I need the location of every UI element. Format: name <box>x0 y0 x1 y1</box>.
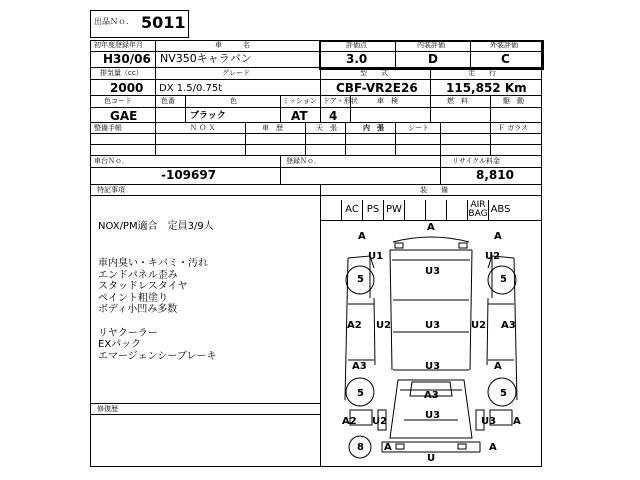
damage-mark-rear-left-wheel: 5 <box>357 388 364 399</box>
remarks-line: 車内臭い・キバミ・汚れ <box>98 258 208 269</box>
damage-mark-rear-bumper-right: A <box>489 442 497 453</box>
damage-mark-roof: U3 <box>425 320 441 331</box>
mileage-value: 115,852 Km <box>446 81 527 95</box>
mileage-label: 走 行 <box>468 69 496 77</box>
damage-mark-right-door-panel: U2 <box>471 320 487 331</box>
seat-label: シート <box>408 124 429 132</box>
damage-mark-right-front-door: A3 <box>501 320 516 331</box>
score-label: 評価点 <box>346 41 367 49</box>
interior-score-value: D <box>428 52 438 66</box>
equipment-cell <box>404 200 425 220</box>
color-number-label: 色番 <box>161 97 175 105</box>
remarks-line: ボディ小凹み多数 <box>98 304 178 316</box>
equipment-cell: AIR BAG <box>468 200 488 219</box>
chassis-number-label: 車台Ｎｏ． <box>94 157 129 165</box>
exterior-score-label: 外装評価 <box>490 41 518 49</box>
damage-mark-right-rear-side: A <box>494 361 502 372</box>
mission-label: ミッション <box>282 97 317 105</box>
equipment-cell: PW <box>383 200 404 220</box>
damage-mark-front-left: A <box>358 231 366 242</box>
remarks-line: エンドパネル歪み <box>98 269 178 281</box>
color-code-label: 色コード <box>104 97 132 105</box>
equipment-cell <box>425 200 446 220</box>
damage-mark-left-front-fender: U1 <box>368 251 384 262</box>
model-value: CBF-VR2E26 <box>336 81 418 95</box>
equipment-cell: ABS <box>488 200 512 220</box>
vehicle-history-label: 車 歴 <box>262 124 283 132</box>
lot-number-label: 出品Ｎｏ． <box>94 17 134 26</box>
damage-mark-spare-tire: 8 <box>357 442 364 453</box>
damage-mark-back-door: U3 <box>425 410 441 421</box>
damage-mark-front-center: A <box>427 222 435 233</box>
grade-label: グレード <box>222 69 250 77</box>
recycle-fee-value: 8,810 <box>476 168 514 182</box>
equipment-cell <box>446 200 467 220</box>
damage-mark-front-left-wheel: 5 <box>357 274 364 285</box>
front-glass-label: Ｆ ガラス <box>498 124 529 132</box>
door-shape-label: ドア・形状 <box>323 97 358 105</box>
lot-number: 5011 <box>141 13 186 32</box>
remarks-line: リヤクーラー <box>98 327 158 339</box>
displacement-value: 2000 <box>110 81 144 95</box>
nox-label: Ｎ Ｏ Ｘ <box>190 124 216 132</box>
diagram-marks <box>320 220 542 466</box>
remarks-label: 特記事項 <box>97 186 125 194</box>
damage-mark-front-right-wheel: 5 <box>500 274 507 285</box>
remarks-line: ペイント粗塗り <box>98 292 168 304</box>
roof-lining-label: 天 張 <box>316 124 337 132</box>
damage-mark-rear-glass: A3 <box>424 390 439 401</box>
drive-label: 駆 動 <box>503 97 524 105</box>
equipment-label: 装 備 <box>420 186 448 194</box>
damage-mark-front-right: A <box>494 231 502 242</box>
damage-mark-rear-right-wheel: 5 <box>500 388 507 399</box>
mission-value: AT <box>291 109 308 123</box>
damage-mark-left-front-door: A2 <box>347 320 362 331</box>
car-name-label: 車 名 <box>215 41 250 49</box>
damage-mark-rear-bumper: U <box>427 453 436 464</box>
score-value: 3.0 <box>346 52 368 66</box>
color-code-value: GAE <box>110 109 138 123</box>
registration-number-label: 登録Ｎｏ． <box>286 157 321 165</box>
inspection-label: 車 検 <box>377 97 398 105</box>
damage-mark-right-front-fender: U2 <box>485 251 501 262</box>
damage-mark-cargo-roof: U3 <box>425 361 441 372</box>
color-value: ブラック <box>190 111 226 121</box>
recycle-fee-label: リサイクル料金 <box>452 157 501 165</box>
remarks-line: エマージェンシーブレーキ <box>98 350 217 362</box>
damage-mark-hood: U3 <box>425 266 441 277</box>
exterior-score-value: C <box>501 52 510 66</box>
interior-trim-label: 内 張 <box>363 124 384 132</box>
color-label: 色 <box>230 97 237 105</box>
door-count-value: 4 <box>329 109 338 123</box>
damage-mark-left-rear-side: A3 <box>352 361 367 372</box>
first-registration-label: 初年度登録年月 <box>94 41 143 49</box>
first-registration-value: H30/06 <box>103 52 151 66</box>
fuel-label: 燃 料 <box>447 97 468 105</box>
damage-mark-rear-right-panel: U3 <box>481 416 497 427</box>
remarks-line: EXパック <box>98 339 142 351</box>
car-name-value: NV350キャラバン <box>160 52 252 65</box>
damage-mark-rear-bumper-left: A <box>384 442 392 453</box>
remarks-line: スタッドレスタイヤ <box>98 281 188 293</box>
grade-value: DX 1.5/0.75t <box>159 83 223 94</box>
chassis-number-value: -109697 <box>161 168 217 182</box>
equipment-row <box>320 200 542 220</box>
equipment-cell: PS <box>362 200 383 220</box>
maintenance-record-label: 整備手帳 <box>94 124 122 132</box>
model-label: 型 式 <box>360 69 388 77</box>
displacement-label: 排気量（cc） <box>100 69 143 77</box>
remarks-line-1: NOX/PM適合 定員3/9人 <box>98 221 214 232</box>
damage-mark-rear-right-corner: A <box>513 416 521 427</box>
repair-history-label: 修復歴 <box>97 405 118 413</box>
damage-mark-rear-left-panel: U2 <box>372 416 388 427</box>
damage-mark-rear-left-corner: A2 <box>342 416 357 427</box>
damage-mark-left-door-panel: U2 <box>376 320 392 331</box>
interior-score-label: 内装評価 <box>417 41 445 49</box>
equipment-cell: AC <box>341 200 362 220</box>
